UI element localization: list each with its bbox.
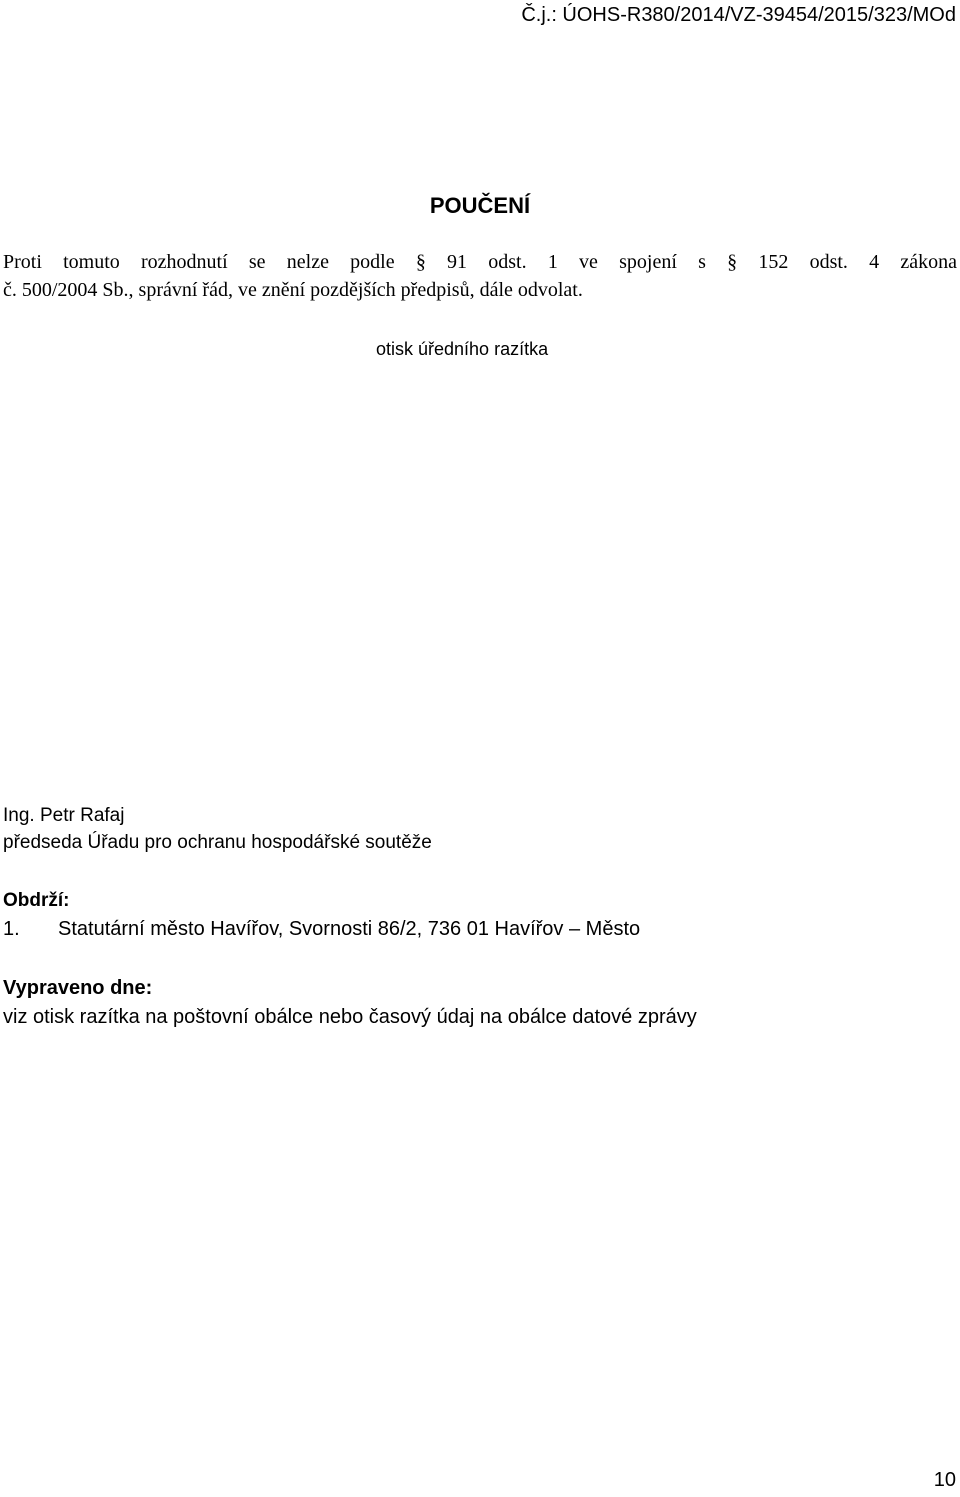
signatory-name: Ing. Petr Rafaj — [3, 805, 125, 826]
sent-date-heading: Vypraveno dne: — [3, 977, 153, 999]
page-number: 10 — [933, 1469, 956, 1491]
recipients-heading: Obdrží: — [3, 890, 70, 911]
instruction-line-1: Proti tomuto rozhodnutí se nelze podle § 91 odst. 1 ve spojení s § 152 odst. 4 zákona — [3, 251, 957, 273]
sent-date-text: viz otisk razítka na poštovní obálce nebo časový údaj na obálce datové zprávy — [3, 1006, 697, 1028]
recipient-text: Statutární město Havířov, Svornosti 86/2, 736 01 Havířov – Město — [58, 918, 641, 940]
instruction-line-2: č. 500/2004 Sb., správní řád, ve znění pozdějších předpisů, dále odvolat. — [3, 279, 583, 301]
signatory-role: předseda Úřadu pro ochranu hospodářské soutěže — [3, 832, 432, 853]
document-reference-number: Č.j.: ÚOHS-R380/2014/VZ-39454/2015/323/MOd — [521, 4, 956, 26]
recipient-number: 1. — [3, 918, 20, 940]
recipient-item — [3, 918, 640, 941]
section-title: POUČENÍ — [429, 193, 531, 218]
stamp-placeholder: otisk úředního razítka — [376, 339, 549, 359]
